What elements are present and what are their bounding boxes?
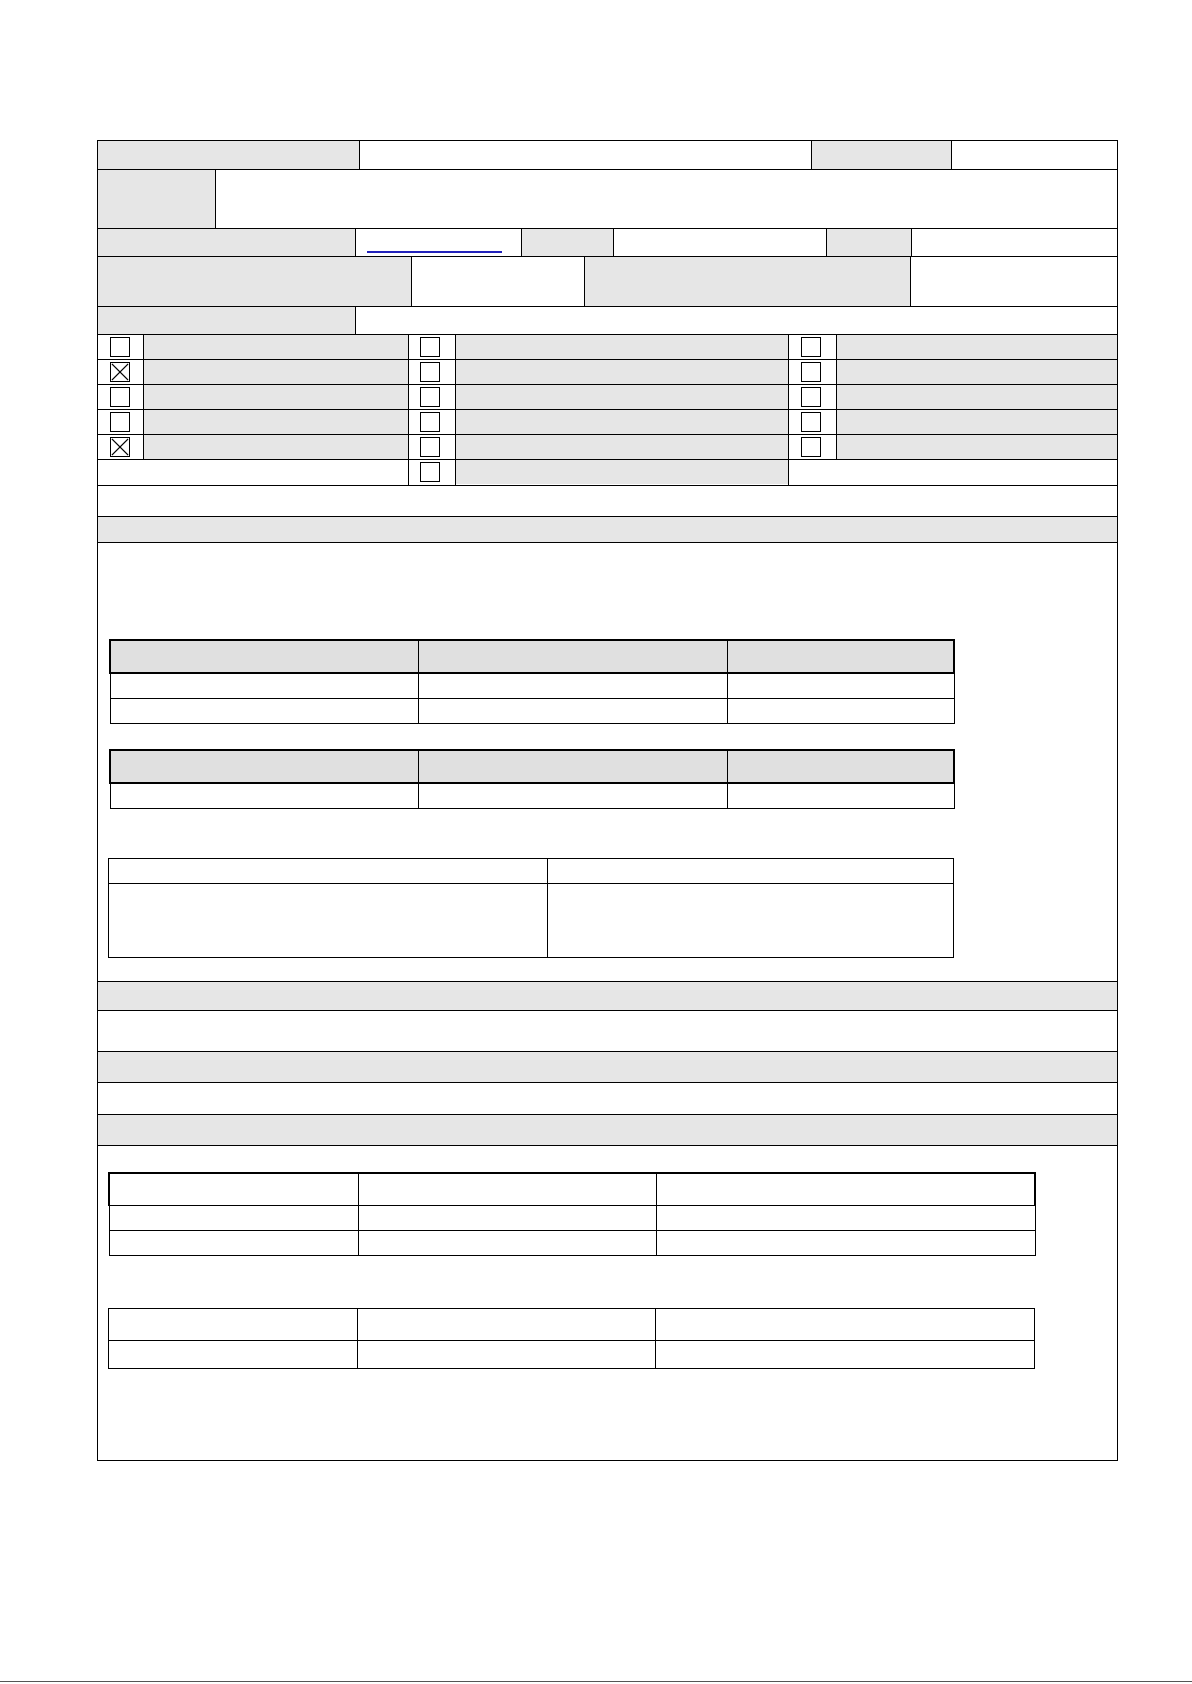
table-header-cell	[418, 750, 727, 783]
rule	[97, 485, 1118, 486]
checkbox-r5c3[interactable]	[801, 437, 821, 457]
checkbox-r5c2[interactable]	[420, 437, 440, 457]
table-5	[108, 1308, 1035, 1369]
table-cell	[727, 698, 954, 723]
table-cell	[656, 1309, 1035, 1341]
rule	[97, 459, 1118, 460]
table-header-cell	[110, 640, 418, 673]
rule	[97, 256, 1118, 257]
rule	[836, 334, 837, 459]
table-cell	[109, 1173, 358, 1205]
rule	[521, 228, 522, 256]
table-cell	[110, 698, 418, 723]
rule	[215, 169, 216, 228]
table-cell	[727, 783, 954, 808]
table-cell	[358, 1205, 656, 1230]
checkbox-r4c3[interactable]	[801, 412, 821, 432]
section-header-4	[98, 1115, 1117, 1145]
table-3	[108, 858, 954, 958]
email-link[interactable]	[367, 251, 502, 253]
rule	[97, 516, 1118, 517]
rule	[788, 334, 789, 485]
table-cell	[358, 1341, 656, 1369]
checkbox-r1c3[interactable]	[801, 337, 821, 357]
checkbox-r4c2[interactable]	[420, 412, 440, 432]
table-cell	[727, 673, 954, 698]
table-cell	[110, 673, 418, 698]
checkbox-r3c3[interactable]	[801, 387, 821, 407]
checkbox-label-col1	[144, 335, 408, 459]
rule	[97, 434, 1118, 435]
label-cell-r4-a	[98, 257, 411, 306]
table-cell	[109, 1309, 358, 1341]
table-cell	[656, 1230, 1035, 1255]
rule	[408, 334, 409, 485]
table-header-cell	[110, 750, 418, 783]
rule	[97, 1010, 1118, 1011]
rule	[97, 306, 1118, 307]
rule	[97, 169, 1118, 170]
rule	[359, 140, 360, 169]
rule	[97, 228, 1118, 229]
rule	[811, 140, 812, 169]
rule	[97, 1145, 1118, 1146]
rule	[97, 359, 1118, 360]
rule	[97, 542, 1118, 543]
rule	[826, 228, 827, 256]
rule	[613, 228, 614, 256]
rule	[97, 409, 1118, 410]
rule	[97, 1114, 1118, 1115]
table-cell	[656, 1341, 1035, 1369]
checkbox-r2c3[interactable]	[801, 362, 821, 382]
checkbox-r5c1[interactable]	[110, 437, 130, 457]
table-cell	[109, 1205, 358, 1230]
table-4	[108, 1172, 1036, 1256]
label-cell-r4-b	[585, 257, 910, 306]
rule	[355, 228, 356, 256]
rule	[97, 1082, 1118, 1083]
table-1	[109, 639, 955, 724]
rule	[143, 334, 144, 459]
label-cell-r2-a	[98, 170, 215, 228]
check-x-icon	[111, 438, 129, 456]
label-cell-r3-a	[98, 229, 355, 256]
table-cell	[109, 1230, 358, 1255]
section-header-1	[98, 517, 1117, 542]
table-cell	[358, 1173, 656, 1205]
table-cell	[109, 859, 548, 884]
table-cell	[656, 1173, 1035, 1205]
table-header-cell	[727, 640, 954, 673]
label-cell-r1-a	[98, 141, 359, 169]
checkbox-r1c2[interactable]	[420, 337, 440, 357]
section-header-3	[98, 1052, 1117, 1082]
table-cell	[358, 1309, 656, 1341]
table-cell	[109, 884, 548, 958]
rule	[355, 306, 356, 334]
checkbox-r2c1[interactable]	[110, 362, 130, 382]
table-cell	[548, 884, 954, 958]
checkbox-r3c1[interactable]	[110, 387, 130, 407]
checkbox-r6c2[interactable]	[420, 462, 440, 482]
rule	[97, 981, 1118, 982]
checkbox-r3c2[interactable]	[420, 387, 440, 407]
rule	[584, 256, 585, 306]
table-cell	[109, 1341, 358, 1369]
section-header-2	[98, 982, 1117, 1010]
label-cell-r1-b	[812, 141, 951, 169]
table-cell	[418, 698, 727, 723]
table-cell	[110, 783, 418, 808]
checkbox-r4c1[interactable]	[110, 412, 130, 432]
table-header-cell	[418, 640, 727, 673]
label-cell-r5-a	[98, 307, 355, 334]
table-cell	[548, 859, 954, 884]
page-bottom-rule	[0, 1681, 1192, 1682]
rule	[411, 256, 412, 306]
table-cell	[656, 1205, 1035, 1230]
table-cell	[358, 1230, 656, 1255]
table-2	[109, 749, 955, 809]
check-x-icon	[111, 363, 129, 381]
rule	[910, 256, 911, 306]
table-cell	[418, 783, 727, 808]
rule	[455, 334, 456, 485]
rule	[911, 228, 912, 256]
checkbox-r2c2[interactable]	[420, 362, 440, 382]
rule	[97, 1051, 1118, 1052]
label-cell-r3-b	[522, 229, 613, 256]
label-cell-r3-c	[827, 229, 911, 256]
table-header-cell	[727, 750, 954, 783]
checkbox-label-col3	[837, 335, 1117, 459]
rule	[951, 140, 952, 169]
checkbox-r1c1[interactable]	[110, 337, 130, 357]
rule	[97, 384, 1118, 385]
rule	[97, 334, 1118, 335]
table-cell	[418, 673, 727, 698]
